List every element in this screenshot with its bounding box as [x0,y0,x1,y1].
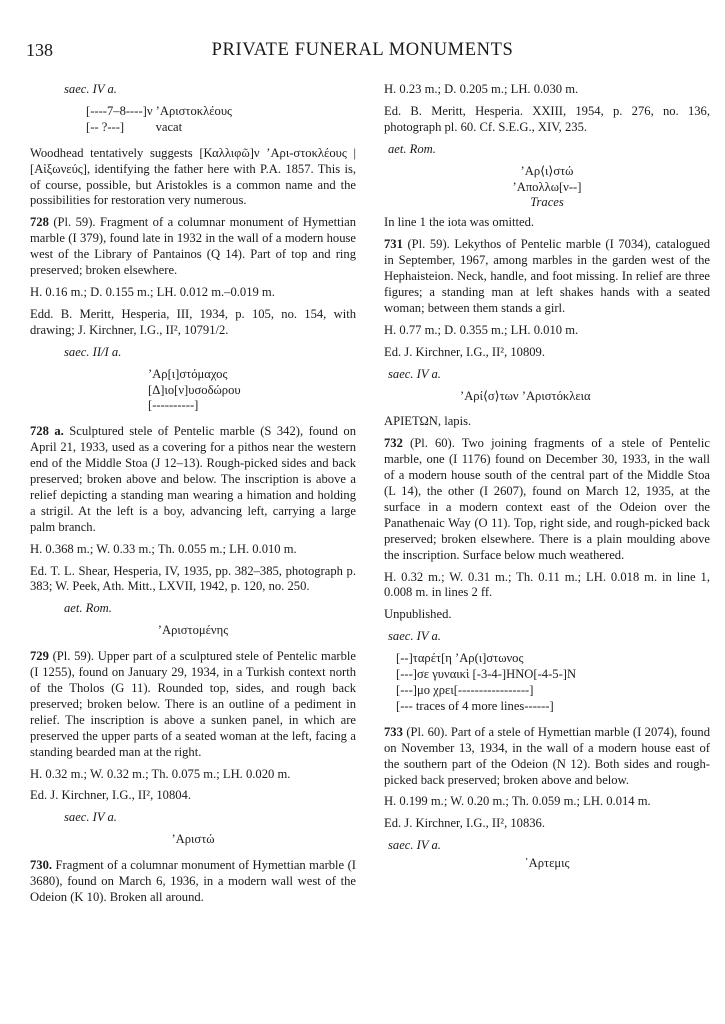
entry-description: (Pl. 60). Two joining fragments of a stele of Pentelic marble, one (I 1176) found on December 30, 1933, in the wall of a modern house south of the central part of the Middle Stoa (L 14), the other (I 2607), found on March 12, 1935, at the surface in a modern context east of the Odeion over the Panathenaic Way (O 11). Top, right side, and rough-picked back preserved; broken elsewhere. There is a plain moulding above the inscription. Surface below much weathered. [384,436,710,562]
inscription-line: ’Αριστομένης [157,623,229,638]
page-number: 138 [26,40,53,60]
left-column [30,82,356,912]
entry-description: Sculptured stele of Pentelic marble (S 342), found on April 21, 1933, used as a covering for a pithos near the western end of the Middle Stoa (J 12–13). Rough-picked sides and back preserved; broken above and below. The inscription is above a relief depicting a standing man wearing a himation and holding a strigil. At the left is a boy, advancing left, carrying a large palm branch. [30,424,356,534]
entry-728 [30,215,356,279]
inscription-line: [--- traces of 4 more lines------] [396,698,554,713]
entry-description: (Pl. 59). Lekythos of Pentelic marble (I 7034), catalogued in September, 1967, among marbles in the garden west of the Hephaisteion. Neck, handle, and foot missing. In relief are three figures; a standing man at left shakes hands with a seated woman; between them stands a girl. [384,237,710,315]
inscription-line: [---]σε γυναικὶ [-3-4-]ΗΝΟ[-4-5-]Ν [396,667,577,682]
inscription-line: ’Αρ⟨ι⟩στώ [520,163,574,178]
saec-label: saec. IV a. [388,366,441,381]
running-header [26,40,699,66]
commentary: In line 1 the iota was omitted. [384,215,535,230]
edition: Ed. T. L. Shear, Hesperia, IV, 1935, pp. 382–385, photograph p. 383; W. Peek, Ath. Mitt., LXVII, 1942, p. 120, no. 250. [30,563,356,594]
dimensions: H. 0.32 m.; W. 0.31 m.; Th. 0.11 m.; LH. 0.018 m. in line 1, 0.008 m. in lines 2 ff. [384,569,710,600]
entry-description: (Pl. 60). Part of a stele of Hymettian marble (I 2074), found on November 13, 1934, in the wall of a modern house east of the southern part of the Odeion (N 12). Both sides and rough-picked back preserved; broken above and below. [384,724,710,787]
running-title: PRIVATE FUNERAL MONUMENTS [211,40,514,60]
inscription-line: [Δ]ιο[ν]υσοδώρου [148,382,241,397]
entry-730 [30,858,356,906]
entry-description: (Pl. 59). Fragment of a columnar monument of Hymettian marble (I 379), found late in 1932 in the wall of a modern house west of the Library of Pantainos (Q 14). Part of top and ring preserved; broken elsewhere. [30,215,356,278]
edition: Ed. J. Kirchner, I.G., II², 10836. [384,816,546,831]
inscription-line: [---]μο χρει[-----------------] [396,683,534,697]
entry-number: 728 [30,215,49,230]
commentary: Woodhead tentatively suggests [Καλλιφῶ]ν ’Αρι-στοκλέους | [Αἰξωνεύς], identifying the father here with P.A. 1857. This is, of course, possible, but Aristokles is a common name and the possibilities for restoration very numerous. [30,145,356,208]
edition: Edd. B. Meritt, Hesperia, III, 1934, p. 105, no. 154, with drawing; J. Kirchner, I.G., II², 10791/2. [30,306,356,337]
inscription-line: [----------] [148,398,199,413]
dimensions: H. 0.23 m.; D. 0.205 m.; LH. 0.030 m. [384,82,579,96]
edition: Unpublished. [384,607,452,622]
entry-number: 729 [30,649,49,664]
saec-label: saec. IV a. [388,629,441,644]
dimensions: H. 0.77 m.; D. 0.355 m.; LH. 0.010 m. [384,322,579,337]
saec-label: saec. II/I a. [64,344,122,359]
inscription [384,164,710,212]
entry-number: 732 [384,436,403,451]
entry-number: 728 a. [30,424,64,439]
entry-number: 731 [384,237,403,252]
inscription-line: [-- ?---] vacat [86,119,183,134]
saec-label: saec. IV a. [64,810,117,825]
entry-number: 730. [30,858,53,873]
lapis-note: ΑΡΙΕΤΩΝ, lapis. [384,414,472,429]
inscription-line: ’Αρ[ι]στόμαχος [148,366,228,381]
edition: Ed. B. Meritt, Hesperia. XXIII, 1954, p. 276, no. 136, photograph pl. 60. Cf. S.E.G., XIV, 235. [384,103,710,134]
inscription-line: ’Αριστώ [171,832,215,847]
inscription-line: ’Αρί⟨σ⟩των ’Αριστόκλεια [460,388,591,403]
edition: Ed. J. Kirchner, I.G., II², 10809. [384,344,546,359]
entry-729 [30,649,356,760]
saec-label: saec. IV a. [388,838,441,853]
aet-label: aet. Rom. [64,601,112,616]
inscription [86,104,356,136]
edition: Ed. J. Kirchner, I.G., II², 10804. [30,788,192,803]
entry-number: 733 [384,724,403,739]
entry-733 [384,725,710,789]
saec-label: saec. IV a. [64,82,117,96]
inscription-line: [----7–8----]ν ’Αριστοκλέους [86,103,233,118]
entry-731 [384,237,710,317]
dimensions: H. 0.199 m.; W. 0.20 m.; Th. 0.059 m.; LH. 0.014 m. [384,794,651,809]
entry-732 [384,436,710,563]
traces-note: Traces [530,195,564,210]
aet-label: aet. Rom. [388,141,436,156]
dimensions: H. 0.32 m.; W. 0.32 m.; Th. 0.075 m.; LH. 0.020 m. [30,766,291,781]
inscription-line: ’Απολλω[ν--] [512,179,582,194]
dimensions: H. 0.16 m.; D. 0.155 m.; LH. 0.012 m.–0.019 m. [30,284,275,299]
inscription [396,651,710,715]
entry-728a [30,424,356,535]
dimensions: H. 0.368 m.; W. 0.33 m.; Th. 0.055 m.; LH. 0.010 m. [30,541,297,556]
inscription-line: ᾿Αρτεμις [524,856,570,871]
right-column [384,82,710,882]
inscription-line: [--]ταρέτ[η ’Αρ(ι]στωνος [396,651,524,666]
entry-description: (Pl. 59). Upper part of a sculptured stele of Pentelic marble (I 1255), found on January 29, 1934, in a Turkish context north of the Tholos (G 11). Rounded top, sides, and rough back preserved; broken below. There is an outline of a pediment in relief. The inscription is above a sunken panel, in which are preserved the upper parts of a seated woman at the left, facing a standing bearded man at the right. [30,649,356,759]
entry-description: Fragment of a columnar monument of Hymettian marble (I 3680), found on March 6, 1936, in a modern wall west of the Odeion (K 10). Broken all around. [30,858,356,904]
inscription [148,367,356,415]
